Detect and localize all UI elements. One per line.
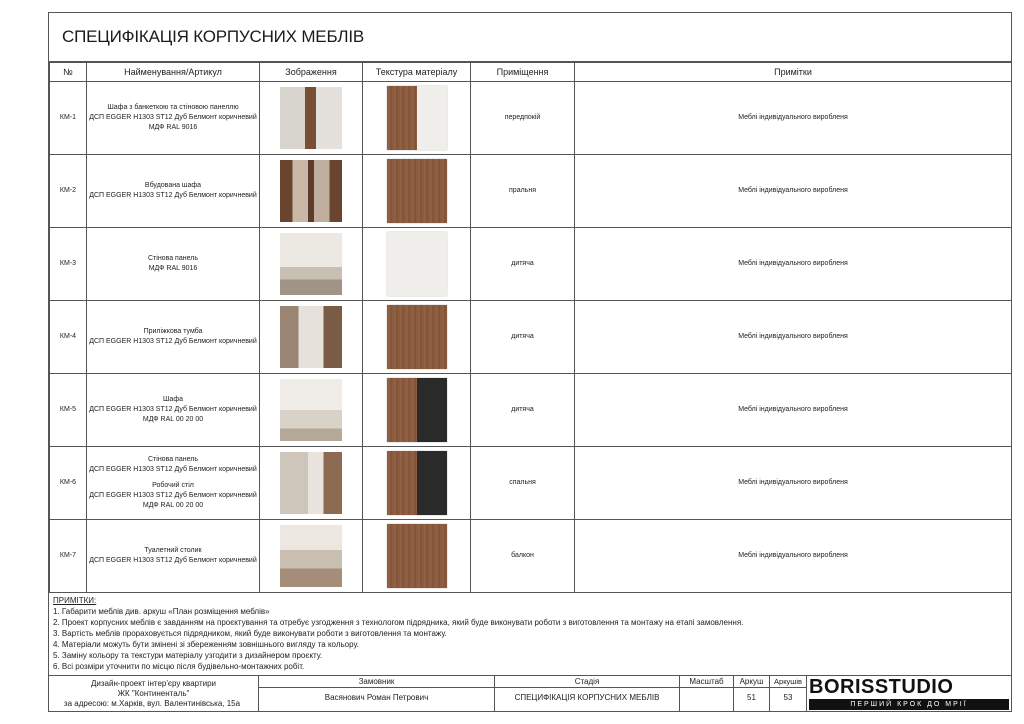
furniture-photo bbox=[280, 233, 342, 295]
material-swatch bbox=[387, 378, 447, 442]
item-image-cell bbox=[260, 82, 363, 155]
item-note: Меблі індивідуального виробленя bbox=[575, 82, 1012, 155]
col-header-texture: Текстура матеріалу bbox=[363, 63, 471, 82]
item-name-line: МДФ RAL 9016 bbox=[148, 265, 198, 272]
note-item: 4. Матеріали можуть бути змінені зі збереженням зовнішнього вигляду та кольору. bbox=[53, 640, 359, 649]
item-name-line: ДСП EGGER H1303 ST12 Дуб Белмонт коричневий bbox=[89, 557, 257, 564]
item-note: Меблі індивідуального виробленя bbox=[575, 447, 1012, 520]
item-room: балкон bbox=[471, 520, 575, 593]
item-id: КМ-7 bbox=[50, 520, 87, 593]
project-line: ЖК "Континенталь" bbox=[117, 689, 190, 698]
item-texture-cell bbox=[363, 228, 471, 301]
item-id: КМ-1 bbox=[50, 82, 87, 155]
item-room: передпокій bbox=[471, 82, 575, 155]
swatch-oak bbox=[387, 451, 417, 515]
stage-label: Стадія bbox=[574, 677, 600, 686]
customer-label: Замовник bbox=[358, 677, 395, 686]
col-header-number: № bbox=[50, 63, 87, 82]
logo-slogan: ПЕРШИЙ КРОК ДО МРІЇ bbox=[809, 699, 1009, 710]
stamp-divider bbox=[259, 687, 807, 688]
notes-block bbox=[49, 593, 1011, 676]
material-swatch bbox=[387, 524, 447, 588]
col-header-name: Найменування/Артикул bbox=[87, 63, 260, 82]
spec-table bbox=[49, 62, 1012, 593]
item-name-line: МДФ RAL 00 20 00 bbox=[142, 502, 204, 509]
project-line: Дизайн-проект інтер'єру квартири bbox=[90, 679, 216, 688]
item-image-cell bbox=[260, 228, 363, 301]
project-info bbox=[49, 676, 259, 712]
item-note: Меблі індивідуального виробленя bbox=[575, 520, 1012, 593]
item-name-line: Стінова панель bbox=[148, 255, 198, 262]
sheets-label: Аркушів bbox=[774, 677, 802, 686]
item-name-line: ДСП EGGER H1303 ST12 Дуб Белмонт коричневий bbox=[89, 114, 257, 121]
item-name bbox=[87, 447, 260, 520]
project-line: за адресою: м.Харків, вул. Валентинівська, 15а bbox=[63, 699, 241, 708]
table-row bbox=[50, 374, 1012, 447]
item-name-line: ДСП EGGER H1303 ST12 Дуб Белмонт коричневий bbox=[89, 338, 257, 345]
item-image-cell bbox=[260, 301, 363, 374]
sheet-frame bbox=[48, 12, 1012, 712]
item-name bbox=[87, 155, 260, 228]
item-image-cell bbox=[260, 155, 363, 228]
scale-label: Масштаб bbox=[689, 677, 724, 686]
table-row bbox=[50, 228, 1012, 301]
material-swatch bbox=[387, 305, 447, 369]
item-name-line: Шафа з банкеткою та стіновою панеллю bbox=[107, 104, 239, 111]
item-note: Меблі індивідуального виробленя bbox=[575, 228, 1012, 301]
item-note: Меблі індивідуального виробленя bbox=[575, 374, 1012, 447]
item-room: спальня bbox=[471, 447, 575, 520]
swatch-dark bbox=[417, 451, 447, 515]
item-name-line: МДФ RAL 00 20 00 bbox=[142, 416, 204, 423]
item-name bbox=[87, 520, 260, 593]
item-texture-cell bbox=[363, 447, 471, 520]
stage-value: СПЕЦИФІКАЦІЯ КОРПУСНИХ МЕБЛІВ bbox=[514, 693, 660, 702]
item-name-line: Шафа bbox=[163, 396, 183, 403]
furniture-photo bbox=[280, 306, 342, 368]
furniture-photo bbox=[280, 379, 342, 441]
col-header-room: Приміщення bbox=[471, 63, 575, 82]
item-room: дитяча bbox=[471, 374, 575, 447]
col-header-notes: Примітки bbox=[575, 63, 1012, 82]
table-row bbox=[50, 155, 1012, 228]
logo-text: BORISSTUDIO bbox=[809, 676, 954, 698]
item-texture-cell bbox=[363, 520, 471, 593]
note-item: 5. Заміну кольору та текстури матеріалу узгодити з дизайнером проєкту. bbox=[53, 651, 323, 660]
customer-cell bbox=[259, 676, 495, 712]
material-swatch bbox=[387, 451, 447, 515]
swatch-oak bbox=[387, 524, 447, 588]
furniture-photo bbox=[280, 525, 342, 587]
swatch-white bbox=[417, 86, 447, 150]
table-row bbox=[50, 520, 1012, 593]
item-name-line: ДСП EGGER H1303 ST12 Дуб Белмонт коричневий bbox=[89, 192, 257, 199]
note-item: 2. Проект корпусних меблів є завданням на проєктування та отребує узгодження з технологом підрядника, який буде виконувати роботи з виготовлення та монтажу на етапі замовлення. bbox=[53, 618, 744, 627]
table-row bbox=[50, 301, 1012, 374]
swatch-dark bbox=[417, 378, 447, 442]
item-id: КМ-4 bbox=[50, 301, 87, 374]
item-name bbox=[87, 82, 260, 155]
item-name-line: Стінова панель bbox=[148, 456, 198, 463]
sheets-value: 53 bbox=[783, 693, 793, 702]
item-id: КМ-2 bbox=[50, 155, 87, 228]
item-name-line: Туалетний столик bbox=[144, 547, 202, 554]
item-name-line: ДСП EGGER H1303 ST12 Дуб Белмонт коричневий bbox=[89, 466, 257, 473]
sheet-label: Аркуш bbox=[739, 677, 764, 686]
sheets-cell bbox=[770, 676, 807, 712]
page-title: СПЕЦИФІКАЦІЯ КОРПУСНИХ МЕБЛІВ bbox=[62, 27, 365, 46]
item-texture-cell bbox=[363, 301, 471, 374]
stage-cell bbox=[495, 676, 680, 712]
item-name-line: Робочий стіл bbox=[152, 482, 194, 489]
item-texture-cell bbox=[363, 82, 471, 155]
swatch-white bbox=[387, 232, 447, 296]
item-id: КМ-6 bbox=[50, 447, 87, 520]
item-id: КМ-3 bbox=[50, 228, 87, 301]
furniture-photo bbox=[280, 160, 342, 222]
swatch-oak bbox=[387, 159, 447, 223]
table-row bbox=[50, 447, 1012, 520]
sheet-value: 51 bbox=[747, 693, 756, 702]
item-room: дитяча bbox=[471, 228, 575, 301]
swatch-oak bbox=[387, 305, 447, 369]
note-item: 6. Всі розміри уточнити по місцю після будівельно-монтажних робіт. bbox=[53, 662, 305, 671]
item-image-cell bbox=[260, 520, 363, 593]
swatch-oak bbox=[387, 86, 417, 150]
item-name-line: Вбудована шафа bbox=[144, 182, 202, 189]
item-note: Меблі індивідуального виробленя bbox=[575, 155, 1012, 228]
item-name bbox=[87, 228, 260, 301]
studio-logo bbox=[807, 676, 1011, 712]
item-image-cell bbox=[260, 374, 363, 447]
item-name-line: МДФ RAL 9016 bbox=[148, 124, 198, 131]
sheet-cell bbox=[734, 676, 770, 712]
title-bar bbox=[49, 13, 1011, 62]
material-swatch bbox=[387, 232, 447, 296]
col-header-image: Зображення bbox=[260, 63, 363, 82]
furniture-photo bbox=[280, 452, 342, 514]
note-item: 3. Вартість меблів прораховується підрядником, який буде виконувати роботи з виготовлення та монтажу. bbox=[53, 629, 447, 638]
swatch-oak bbox=[387, 378, 417, 442]
furniture-photo bbox=[280, 87, 342, 149]
item-name-line: Приліжкова тумба bbox=[143, 328, 203, 335]
table-header-row bbox=[50, 63, 1012, 82]
item-name bbox=[87, 374, 260, 447]
note-item: 1. Габарити меблів див. аркуш «План розміщення меблів» bbox=[53, 607, 270, 616]
item-room: пральня bbox=[471, 155, 575, 228]
item-note: Меблі індивідуального виробленя bbox=[575, 301, 1012, 374]
table-row bbox=[50, 82, 1012, 155]
material-swatch bbox=[387, 86, 447, 150]
material-swatch bbox=[387, 159, 447, 223]
notes-heading: ПРИМІТКИ: bbox=[53, 596, 97, 605]
item-image-cell bbox=[260, 447, 363, 520]
item-name bbox=[87, 301, 260, 374]
item-texture-cell bbox=[363, 155, 471, 228]
customer-name: Васянович Роман Петрович bbox=[324, 693, 429, 702]
item-texture-cell bbox=[363, 374, 471, 447]
item-name-line: ДСП EGGER H1303 ST12 Дуб Белмонт коричневий bbox=[89, 406, 257, 413]
scale-cell bbox=[680, 676, 734, 712]
item-room: дитяча bbox=[471, 301, 575, 374]
title-block bbox=[49, 676, 1011, 712]
item-name-line: ДСП EGGER H1303 ST12 Дуб Белмонт коричневий bbox=[89, 492, 257, 499]
item-id: КМ-5 bbox=[50, 374, 87, 447]
